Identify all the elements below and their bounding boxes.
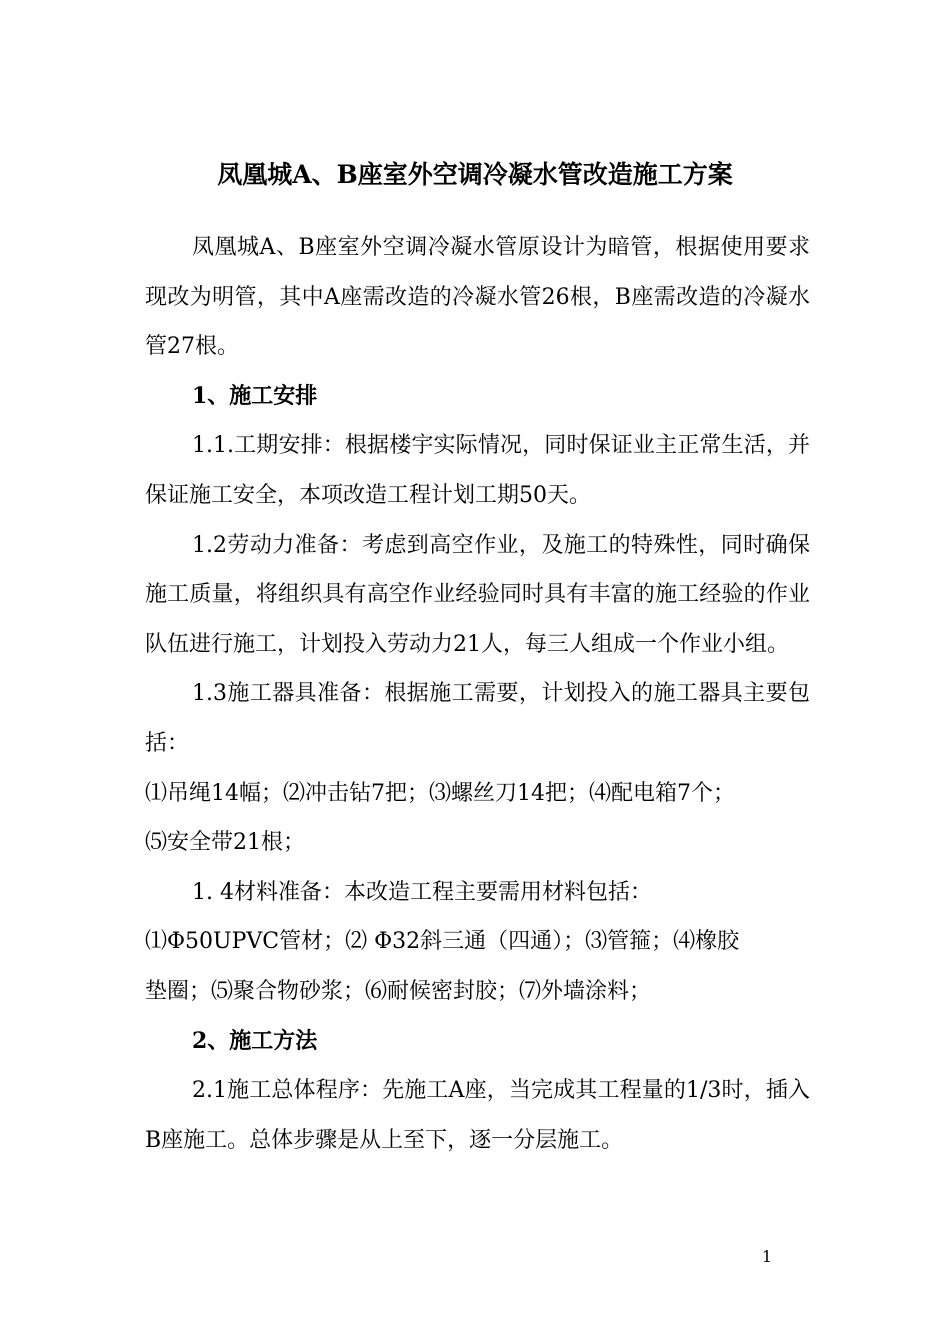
tools-list-line-1: ⑴吊绳14幅；⑵冲击钻7把；⑶螺丝刀14把；⑷配电箱7个； — [145, 780, 735, 806]
materials-list-line-1: ⑴Φ50UPVC管材；⑵ Φ32斜三通（四通）；⑶管箍；⑷橡胶 — [145, 929, 740, 955]
materials-paragraph: 1. 4材料准备：本改造工程主要需用材料包括： — [192, 879, 652, 905]
page-number: 1 — [761, 1247, 773, 1266]
intro-paragraph: 凤凰城A、B座室外空调冷凝水管原设计为暗管，根据使用要求现改为明管，其中A座需改造的冷凝水管26根，B座需改造的冷凝水管27根。 — [145, 235, 810, 360]
tools-list-line-2: ⑸安全带21根； — [145, 830, 305, 856]
tools-paragraph: 1.3施工器具准备：根据施工需要，计划投入的施工器具主要包括： — [145, 681, 810, 756]
labor-paragraph: 1.2劳动力准备：考虑到高空作业，及施工的特殊性，同时确保施工质量，将组织具有高空作业经验同时具有丰富的施工经验的作业队伍进行施工，计划投入劳动力21人，每三人组成一个作业小组。 — [145, 532, 810, 657]
document-title: 凤凰城A、B座室外空调冷凝水管改造施工方案 — [217, 160, 733, 189]
document-body — [145, 223, 810, 1165]
materials-list-line-2: 垫圈；⑸聚合物砂浆；⑹耐候密封胶；⑺外墙涂料； — [145, 978, 652, 1004]
schedule-paragraph: 1.1.工期安排：根据楼宇实际情况，同时保证业主正常生活，并保证施工安全，本项改造工程计划工期50天。 — [145, 433, 810, 508]
section-2-heading: 2、施工方法 — [192, 1027, 318, 1054]
section-1-heading: 1、施工安排 — [192, 382, 318, 409]
procedure-paragraph: 2.1施工总体程序：先施工A座，当完成其工程量的1/3时，插入B座施工。总体步骤是从上至下，逐一分层施工。 — [145, 1078, 810, 1153]
